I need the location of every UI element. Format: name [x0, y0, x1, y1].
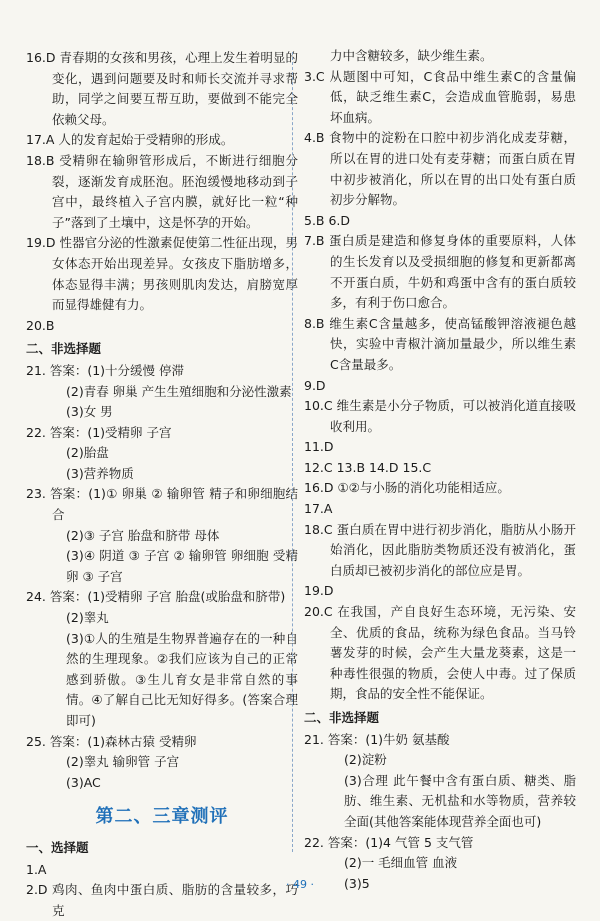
- answer-line: (3)合理 此午餐中含有蛋白质、糖类、脂肪、维生素、无机盐和水等物质，营养较全面(其他答案能体现营养全面也可): [344, 772, 576, 829]
- column-divider: [292, 52, 293, 852]
- answer-line: (3)女 男: [66, 404, 113, 420]
- answer-line: 25. 答案：(1)森林古猿 受精卵: [26, 733, 197, 749]
- answer-line: 5.B 6.D: [304, 212, 351, 228]
- chapter-title: 第二、三章测评: [95, 806, 229, 828]
- answer-line: 21. 答案：(1)牛奶 氨基酸: [304, 731, 450, 747]
- answer-line: 23. 答案：(1)① 卵巢 ② 输卵管 精子和卵细胞结合: [26, 486, 298, 523]
- answer-line: 19.D 性器官分泌的性激素促使第二性征出现，男女体态开始出现差异。女孩皮下脂肪增多，体态显得丰满；男孩则肌肉发达，肩膀宽厚而显得雄健有力。: [26, 235, 298, 313]
- answer-line: (2)胎盘: [66, 445, 109, 461]
- answer-line: 11.D: [304, 439, 334, 455]
- answer-line: (3)①人的生殖是生物界普遍存在的一种自然的生理现象。②我们应该为自己的正常感到骄傲。③生儿育女是非常自然的事情。④了解自己比无知好得多。(答案合理即可): [66, 630, 298, 728]
- answer-line: (2)一 毛细血管 血液: [344, 855, 458, 871]
- answer-line: 20.C 在我国，产自良好生态环境，无污染、安全、优质的食品，统称为绿色食品。当马铃薯发芽的时候，会产生大量龙葵素，这是一种毒性很强的物质，会使人中毒。过了保质期，食品的安全性不能保证。: [304, 604, 576, 702]
- answer-line: 18.B 受精卵在输卵管形成后，不断进行细胞分裂，逐渐发育成胚泡。胚泡缓慢地移动到子宫中，最终植入子宫内膜，就好比一粒“种子”落到了土壤中，这是怀孕的开始。: [26, 152, 298, 230]
- answer-line: (2)青春 卵巢 产生生殖细胞和分泌性激素: [66, 383, 292, 399]
- answer-line: 18.C 蛋白质在胃中进行初步消化，脂肪从小肠开始消化，因此脂肪类物质还没有被消化，蛋白质却已被初步消化的部位应是胃。: [304, 521, 576, 578]
- answer-line: 22. 答案：(1)受精卵 子宫: [26, 424, 172, 440]
- answer-line: (3)营养物质: [66, 465, 134, 481]
- answer-line: 12.C 13.B 14.D 15.C: [304, 459, 432, 475]
- answer-line: 8.B 维生素C含量越多，使高锰酸钾溶液褪色越快，实验中青椒汁滴加量最少，所以维生素C含量最多。: [304, 315, 576, 372]
- section-heading: 二、非选择题: [304, 710, 380, 725]
- answer-line: 3.C 从题图中可知，C食品中维生素C的含量偏低，缺乏维生素C，会造成血管脆弱，易患坏血病。: [304, 68, 576, 125]
- answer-line: 19.D: [304, 583, 334, 599]
- page-number: · 49 ·: [286, 878, 314, 891]
- answer-line: 21. 答案：(1)十分缓慢 停滞: [26, 362, 185, 378]
- answer-line: (3)5: [344, 875, 370, 891]
- left-column: [26, 48, 298, 921]
- answer-line: 1.A: [26, 861, 47, 877]
- section-heading: 一、选择题: [26, 839, 89, 855]
- answer-line: 17.A: [304, 501, 333, 517]
- answer-line: (2)睾丸: [66, 610, 109, 626]
- answer-line: (3)④ 阴道 ③ 子宫 ② 输卵管 卵细胞 受精卵 ③ 子宫: [66, 548, 298, 584]
- answer-line: (2)睾丸 输卵管 子宫: [66, 754, 180, 770]
- answer-line: 力中含糖较多，缺少维生素。: [330, 48, 493, 63]
- answer-line: 20.B: [26, 317, 55, 333]
- answer-line: 16.D 青春期的女孩和男孩，心理上发生着明显的变化，遇到问题要及时和师长交流并寻求帮助，同学之间要互帮互助，要做到不能完全依赖父母。: [26, 50, 298, 127]
- answer-line: (2)③ 子宫 胎盘和脐带 母体: [66, 527, 220, 543]
- answer-line: 9.D: [304, 377, 326, 393]
- answer-line: 2.D 鸡肉、鱼肉中蛋白质、脂肪的含量较多，巧克: [26, 882, 298, 918]
- answer-line: 10.C 维生素是小分子物质，可以被消化道直接吸收利用。: [304, 398, 576, 434]
- answer-line: 22. 答案：(1)4 气管 5 支气管: [304, 834, 474, 850]
- answer-line: 4.B 食物中的淀粉在口腔中初步消化成麦芽糖，所以在胃的进口处有麦芽糖；而蛋白质在胃中初步被消化，所以在胃的出口处有蛋白质初步分解物。: [304, 130, 576, 208]
- answer-line: 7.B 蛋白质是建造和修复身体的重要原料，人体的生长发育以及受损细胞的修复和更新都离不开蛋白质，牛奶和鸡蛋中含有的蛋白质较多，有利于伤口愈合。: [304, 233, 576, 311]
- right-column: [304, 46, 576, 894]
- answer-line: 17.A 人的发育起始于受精卵的形成。: [26, 132, 234, 148]
- answer-line: (2)淀粉: [344, 752, 387, 768]
- answer-line: (3)AC: [66, 774, 101, 790]
- section-heading: 二、非选择题: [26, 341, 102, 357]
- answer-line: 16.D ①②与小肠的消化功能相适应。: [304, 480, 510, 496]
- answer-line: 24. 答案：(1)受精卵 子宫 胎盘(或胎盘和脐带): [26, 589, 286, 605]
